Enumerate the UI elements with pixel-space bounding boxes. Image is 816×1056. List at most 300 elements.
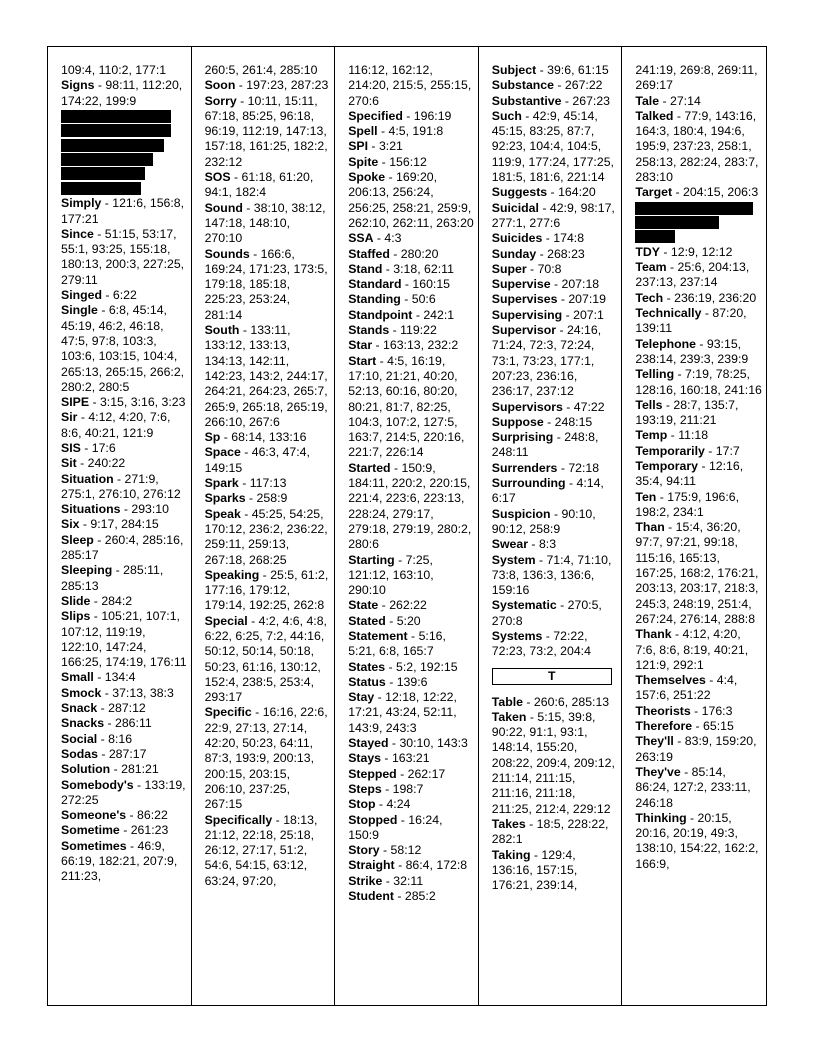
redaction-bar (61, 167, 145, 180)
index-term: Suppose (491, 414, 544, 429)
page-references: - 12:16, 35:4, 94:11 (635, 459, 744, 489)
index-entry (492, 848, 618, 894)
index-entry (61, 63, 187, 78)
index-entry (492, 277, 618, 292)
index-term: Stop (348, 797, 376, 812)
page-references: - 133:11, 133:12, 133:13, 134:13, 142:11, 142:23, 143:2, 244:17, 264:21, 264:23, 265:7, 265:9, 265:18, 265:19, 266:10, 267:6 (204, 323, 328, 429)
index-entry (61, 701, 187, 716)
index-entry (635, 398, 762, 429)
index-entry (61, 686, 187, 701)
index-term: Surrounding (491, 476, 566, 491)
page-references: - 47:22 (562, 399, 605, 414)
index-term: Social (61, 731, 98, 746)
index-term: Subject (491, 63, 537, 77)
index-term: TDY (635, 244, 660, 259)
index-term: SSA (348, 231, 374, 246)
page-references: - 8:3 (528, 537, 557, 552)
index-entry (492, 461, 618, 476)
index-entry (205, 94, 331, 170)
index-entry (635, 306, 762, 337)
index-term: Suggests (491, 185, 548, 200)
index-entry (348, 277, 474, 292)
index-term: Spite (348, 154, 379, 169)
index-term: SIS (61, 440, 81, 455)
index-term: Sparks (204, 491, 246, 506)
index-entry (492, 201, 618, 232)
index-entry (635, 490, 762, 521)
index-term: Thinking (635, 810, 687, 825)
index-term: Telephone (635, 336, 696, 351)
index-term: Soon (204, 78, 236, 93)
page-references: - 18:5, 228:22, 282:1 (491, 816, 609, 847)
page-references: - 268:23 (536, 246, 585, 261)
index-term: Than (635, 520, 665, 535)
index-term: Sp (204, 430, 221, 445)
index-term: Substance (491, 78, 554, 93)
redaction-bar (61, 153, 153, 166)
page-references: - 39:6, 61:15 (536, 63, 609, 77)
index-column-2 (192, 47, 336, 1005)
page-references: - 50:6 (400, 292, 436, 307)
redaction-bar (61, 182, 141, 195)
index-term: Statement (348, 628, 408, 643)
index-term: Stand (348, 261, 383, 276)
index-entry (348, 553, 474, 599)
page-references: - 207:19 (557, 292, 606, 307)
index-term: They've (635, 764, 681, 779)
page-references: - 267:23 (561, 93, 611, 108)
index-entry (205, 78, 331, 93)
index-entry (61, 609, 187, 670)
index-entry (635, 673, 762, 704)
page-references: - 286:11 (104, 716, 152, 731)
index-entry (492, 109, 618, 185)
page-references: - 7:19, 78:25, 128:16, 160:18, 241:16 (635, 367, 762, 397)
page-references: 116:12, 162:12, 214:20, 215:5, 255:15, 270:6 (348, 63, 472, 108)
index-term: They'll (635, 734, 674, 749)
index-term: Someone's (61, 808, 127, 823)
index-term: Technically (635, 306, 702, 321)
index-entry (61, 410, 187, 441)
page-references: - 32:11 (382, 873, 424, 888)
redaction-bar (635, 230, 675, 243)
index-entry (61, 288, 187, 303)
page-references: - 7:25, 121:12, 163:10, 290:10 (348, 552, 434, 598)
index-entry (348, 354, 474, 461)
index-entry (348, 63, 474, 109)
index-term: Starting (348, 552, 395, 567)
page-references: - 17:7 (704, 443, 740, 458)
page-references: - 207:18 (550, 277, 600, 292)
index-term: Swear (491, 537, 529, 552)
index-entry (348, 155, 474, 170)
index-term: Specific (204, 705, 252, 720)
index-entry (61, 395, 187, 410)
page-references: - 160:15 (401, 277, 451, 292)
page-references: - 248:8, 248:11 (491, 430, 599, 460)
index-entry (635, 63, 762, 94)
index-term: Specifically (204, 812, 273, 827)
index-term: Spoke (348, 170, 386, 185)
page-references: - 285:2 (393, 889, 436, 904)
index-term: Slide (61, 593, 91, 608)
index-entry (205, 507, 331, 568)
index-entry (61, 732, 187, 747)
index-entry (61, 716, 187, 731)
index-term: Stands (348, 323, 390, 338)
index-term: Sit (61, 456, 77, 471)
index-term: Supervisors (491, 399, 563, 414)
page-references: - 3:15, 3:16, 3:23 (89, 395, 186, 410)
index-term: Supervising (491, 307, 563, 322)
index-term: Steps (348, 781, 382, 796)
page-references: - 261:23 (119, 823, 169, 838)
page-references: - 17:6 (80, 440, 116, 455)
index-entry (492, 185, 618, 200)
page-references: - 15:4, 36:20, 97:7, 97:21, 99:18, 115:16, 165:13, 167:25, 168:2, 176:21, 203:13, 203:17, 218:3, 245:3, 248:19, 251:4, 267:24, 276:14, 288:8 (635, 520, 759, 626)
index-term: Stated (348, 613, 386, 628)
page-references: - 150:9, 184:11, 220:2, 220:15, 221:4, 223:6, 223:13, 228:24, 279:17, 279:18, 279:19, 280:2, 280:6 (348, 460, 472, 552)
index-term: Tech (635, 290, 664, 305)
index-entry (61, 502, 187, 517)
redaction-bar (61, 139, 164, 152)
index-term: Simply (61, 196, 102, 211)
page-references: - 20:15, 20:16, 20:19, 49:3, 138:10, 154:22, 162:2, 166:9, (635, 810, 759, 871)
page-references: - 30:10, 143:3 (388, 736, 468, 751)
index-entry (492, 629, 618, 660)
index-term: SIPE (61, 395, 90, 410)
index-term: Solution (61, 762, 111, 777)
index-term: Straight (348, 858, 395, 873)
index-entry (635, 428, 762, 443)
page-references: - 24:16, 71:24, 72:3, 72:24, 73:1, 73:23, 177:1, 207:23, 236:16, 236:17, 237:12 (491, 323, 602, 399)
page-references: - 16:16, 22:6, 22:9, 27:13, 27:14, 42:20, 50:23, 64:11, 87:3, 193:9, 200:13, 200:15, 203:15, 206:10, 237:25, 267:15 (204, 705, 328, 812)
index-term: Temporary (635, 459, 699, 473)
index-term: Started (348, 460, 391, 475)
page-references: - 207:1 (562, 307, 604, 322)
index-entry (205, 476, 331, 491)
index-term: System (491, 552, 536, 567)
index-entry (348, 231, 474, 246)
index-term: Snack (61, 701, 98, 716)
page-references: - 10:11, 15:11, 67:18, 85:25, 96:18, 96:19, 112:19, 147:13, 157:18, 161:25, 182:2, 232:12 (204, 93, 328, 169)
index-page-frame (47, 46, 767, 1006)
index-entry (205, 247, 331, 323)
index-term: Supervise (491, 277, 551, 292)
page-references: - 260:4, 285:16, 285:17 (61, 532, 184, 563)
index-entry (492, 710, 618, 817)
index-term: Systems (491, 628, 543, 643)
page-references: - 133:19, 272:25 (61, 777, 186, 807)
page-references: - 197:23, 287:23 (235, 78, 329, 93)
page-references: - 70:8 (526, 261, 562, 276)
index-term: Space (204, 445, 241, 460)
index-term: Taken (491, 709, 527, 724)
index-entry (348, 797, 474, 812)
index-entry (635, 260, 762, 291)
index-term: Temporarily (635, 443, 705, 458)
page-references: - 164:20 (547, 185, 596, 200)
page-references: - 287:17 (97, 746, 147, 761)
index-entry (348, 598, 474, 613)
index-entry (635, 94, 762, 109)
index-entry (205, 813, 331, 889)
page-references: - 5:15, 39:8, 90:22, 91:1, 93:1, 148:14, 155:20, 208:22, 209:4, 209:12, 211:14, 211:15, 211:16, 211:18, 211:25, 212:4, 229:12 (491, 709, 615, 816)
index-entry (635, 811, 762, 872)
page-references: - 236:19, 236:20 (663, 290, 757, 305)
index-entry (61, 839, 187, 885)
page-references: - 204:15, 206:3 (672, 185, 759, 200)
index-term: Tells (635, 397, 663, 412)
index-entry (492, 553, 618, 599)
page-references: - 117:13 (238, 476, 287, 491)
page-references: - 174:8 (542, 231, 585, 246)
index-entry (348, 675, 474, 690)
page-references: 109:4, 110:2, 177:1 (61, 63, 167, 77)
index-entry (635, 185, 762, 200)
page-references: - 6:8, 45:14, 45:19, 46:2, 46:18, 47:5, 97:8, 103:3, 103:6, 103:15, 104:4, 265:13, 265:15, 266:2, 280:2, 280:5 (61, 303, 185, 394)
index-term: Student (348, 889, 394, 904)
index-term: Telling (635, 367, 675, 382)
page-references: - 27:14 (659, 93, 701, 108)
index-entry (205, 614, 331, 706)
page-references: - 4:3 (373, 231, 402, 246)
page-references: - 4:2, 4:6, 4:8, 6:22, 6:25, 7:2, 44:16, 50:12, 50:14, 50:18, 50:23, 61:16, 130:12, 152:4, 238:5, 253:4, 293:17 (204, 613, 327, 705)
index-entry (205, 63, 331, 78)
page-references: 260:5, 261:4, 285:10 (204, 63, 318, 77)
index-entry (61, 808, 187, 823)
page-references: - 12:9, 12:12 (659, 244, 733, 259)
index-entry (348, 858, 474, 873)
page-references: - 156:12 (378, 154, 427, 169)
index-term: Sorry (204, 93, 237, 108)
redaction-bar (61, 110, 171, 123)
index-entry (348, 813, 474, 844)
index-entry (635, 367, 762, 398)
index-entry (348, 782, 474, 797)
index-term: Ten (635, 489, 657, 504)
index-entry (635, 109, 762, 185)
page-references: 241:19, 269:8, 269:11, 269:17 (635, 63, 758, 93)
index-term: Single (61, 303, 98, 318)
index-term: Situation (61, 471, 114, 486)
index-term: Such (491, 108, 522, 123)
index-entry (492, 695, 618, 710)
index-entry (61, 472, 187, 503)
redaction-bar (61, 124, 171, 137)
index-entry (492, 507, 618, 538)
index-column-1 (48, 47, 192, 1005)
index-term: Staffed (348, 246, 390, 261)
page-references: - 196:19 (402, 108, 452, 123)
page-references: - 25:6, 204:13, 237:13, 237:14 (635, 260, 750, 290)
index-term: Sleeping (61, 563, 113, 578)
index-entry (348, 690, 474, 736)
page-references: - 72:22, 72:23, 73:2, 204:4 (491, 628, 591, 659)
index-entry (348, 323, 474, 338)
page-references: - 134:4 (93, 670, 136, 685)
page-references: - 198:7 (381, 781, 424, 796)
index-term: Themselves (635, 673, 706, 688)
index-term: SOS (204, 170, 231, 185)
index-term: Spark (204, 476, 239, 491)
index-term: Small (61, 670, 94, 685)
index-entry (492, 94, 618, 109)
page-references: - 139:6 (385, 674, 428, 689)
index-entry (635, 734, 762, 765)
index-term: Somebody's (61, 777, 134, 792)
index-term: Supervises (491, 292, 558, 307)
index-entry (61, 594, 187, 609)
index-entry (205, 323, 331, 430)
index-entry (61, 456, 187, 471)
page-references: - 6:22 (102, 288, 137, 303)
index-entry (61, 196, 187, 227)
index-entry (348, 660, 474, 675)
index-term: Sound (204, 200, 243, 215)
page-references: - 25:5, 61:2, 177:16, 179:12, 179:14, 192:25, 262:8 (204, 567, 329, 613)
index-term: Standing (348, 292, 401, 307)
index-entry (635, 291, 762, 306)
index-term: Situations (61, 502, 121, 517)
index-term: Supervisor (491, 323, 557, 338)
page-references: - 51:15, 53:17, 55:1, 93:25, 155:18, 180:13, 200:3, 227:25, 279:11 (61, 226, 185, 287)
index-term: Star (348, 338, 373, 353)
page-references: - 8:16 (97, 731, 133, 746)
index-term: States (348, 659, 386, 674)
page-references: - 4:24 (375, 797, 411, 812)
index-term: Standard (348, 277, 402, 292)
index-entry (348, 338, 474, 353)
index-entry (348, 614, 474, 629)
index-entry (635, 245, 762, 260)
index-entry (205, 491, 331, 506)
page-references: - 83:9, 159:20, 263:19 (635, 734, 757, 764)
index-term: Status (348, 674, 386, 689)
page-references: - 163:13, 232:2 (372, 338, 459, 353)
index-term: Singed (61, 288, 102, 303)
index-term: Sometime (61, 823, 120, 838)
index-entry (348, 109, 474, 124)
page-references: - 68:14, 133:16 (220, 430, 307, 445)
index-term: Smock (61, 685, 102, 700)
page-references: - 285:11, 285:13 (61, 563, 164, 593)
redaction-bar (635, 202, 753, 215)
index-entry (492, 430, 618, 461)
page-references: - 3:18, 62:11 (382, 261, 454, 276)
index-term: Table (491, 694, 523, 709)
index-entry (61, 778, 187, 809)
index-term: Standpoint (348, 307, 413, 322)
index-entry (61, 762, 187, 777)
page-references: - 37:13, 38:3 (101, 685, 174, 700)
page-references: - 262:17 (396, 766, 446, 781)
page-references: - 281:21 (110, 762, 159, 777)
index-term: Strike (348, 873, 383, 888)
index-term: Stays (348, 751, 382, 766)
index-term: Super (491, 261, 527, 276)
index-term: Team (635, 260, 667, 275)
index-entry (348, 889, 474, 904)
index-entry (348, 874, 474, 889)
index-term: Spell (348, 124, 378, 139)
index-entry (492, 598, 618, 629)
page-references: - 121:6, 156:8, 177:21 (61, 196, 185, 226)
index-entry (61, 533, 187, 564)
page-references: - 18:13, 21:12, 22:18, 25:18, 26:12, 27:17, 51:2, 54:6, 54:15, 63:12, 63:24, 97:20, (204, 812, 318, 888)
page-references: - 105:21, 107:1, 107:12, 119:19, 122:10, 147:24, 166:25, 174:19, 176:11 (61, 609, 187, 670)
page-references: - 38:10, 38:12, 147:18, 148:10, 270:10 (204, 200, 326, 246)
index-term: Taking (491, 847, 531, 862)
index-term: Temp (635, 428, 668, 443)
page-references: - 98:11, 112:20, 174:22, 199:9 (61, 78, 183, 108)
index-term: Specified (348, 108, 403, 123)
index-term: Slips (61, 609, 91, 624)
index-entry (635, 719, 762, 734)
index-term: Six (61, 517, 80, 532)
page-references: - 85:14, 86:24, 127:2, 233:11, 246:18 (635, 764, 751, 810)
index-entry (61, 563, 187, 594)
index-entry (492, 78, 618, 93)
index-term: Sometimes (61, 838, 127, 853)
index-term: Speaking (204, 567, 260, 582)
index-entry (492, 817, 618, 848)
index-entry (61, 303, 187, 395)
index-entry (61, 78, 187, 109)
index-entry (61, 670, 187, 685)
index-entry (492, 63, 618, 78)
index-term: Sleep (61, 532, 94, 547)
index-term: Sunday (491, 246, 537, 261)
index-entry (205, 430, 331, 445)
page-references: - 28:7, 135:7, 193:19, 211:21 (635, 397, 739, 428)
page-references: - 271:9, 275:1, 276:10, 276:12 (61, 471, 181, 501)
index-entry (635, 444, 762, 459)
page-references: - 86:4, 172:8 (394, 858, 468, 873)
page-references: - 46:3, 47:4, 149:15 (204, 445, 310, 475)
page-references: - 240:22 (76, 456, 126, 471)
page-references: - 119:22 (389, 323, 437, 338)
page-references: - 262:22 (378, 598, 427, 613)
index-term: Talked (635, 108, 674, 123)
index-term: Theorists (635, 703, 691, 718)
index-entry (492, 323, 618, 399)
index-term: Therefore (635, 719, 693, 734)
page-references: - 5:20 (385, 613, 421, 628)
index-entry (492, 308, 618, 323)
page-references: - 267:22 (553, 78, 603, 93)
index-entry (61, 441, 187, 456)
page-references: - 93:15, 238:14, 239:3, 239:9 (635, 336, 749, 366)
index-term: Stay (348, 690, 375, 705)
index-term: Sounds (204, 246, 250, 261)
page-references: - 293:10 (120, 502, 169, 517)
index-term: Speak (204, 506, 241, 521)
index-entry (205, 170, 331, 201)
index-term: Substantive (491, 93, 562, 108)
index-term: Since (61, 226, 94, 241)
index-term: Stayed (348, 736, 389, 751)
page-references: - 5:2, 192:15 (385, 659, 458, 674)
index-entry (635, 627, 762, 673)
index-term: Start (348, 353, 377, 368)
index-entry (61, 823, 187, 838)
index-entry (348, 139, 474, 154)
index-entry (61, 227, 187, 288)
page-references: - 5:16, 5:21, 6:8, 165:7 (348, 628, 446, 659)
index-term: Story (348, 843, 380, 858)
page-references: - 175:9, 196:6, 198:2, 234:1 (635, 489, 740, 519)
